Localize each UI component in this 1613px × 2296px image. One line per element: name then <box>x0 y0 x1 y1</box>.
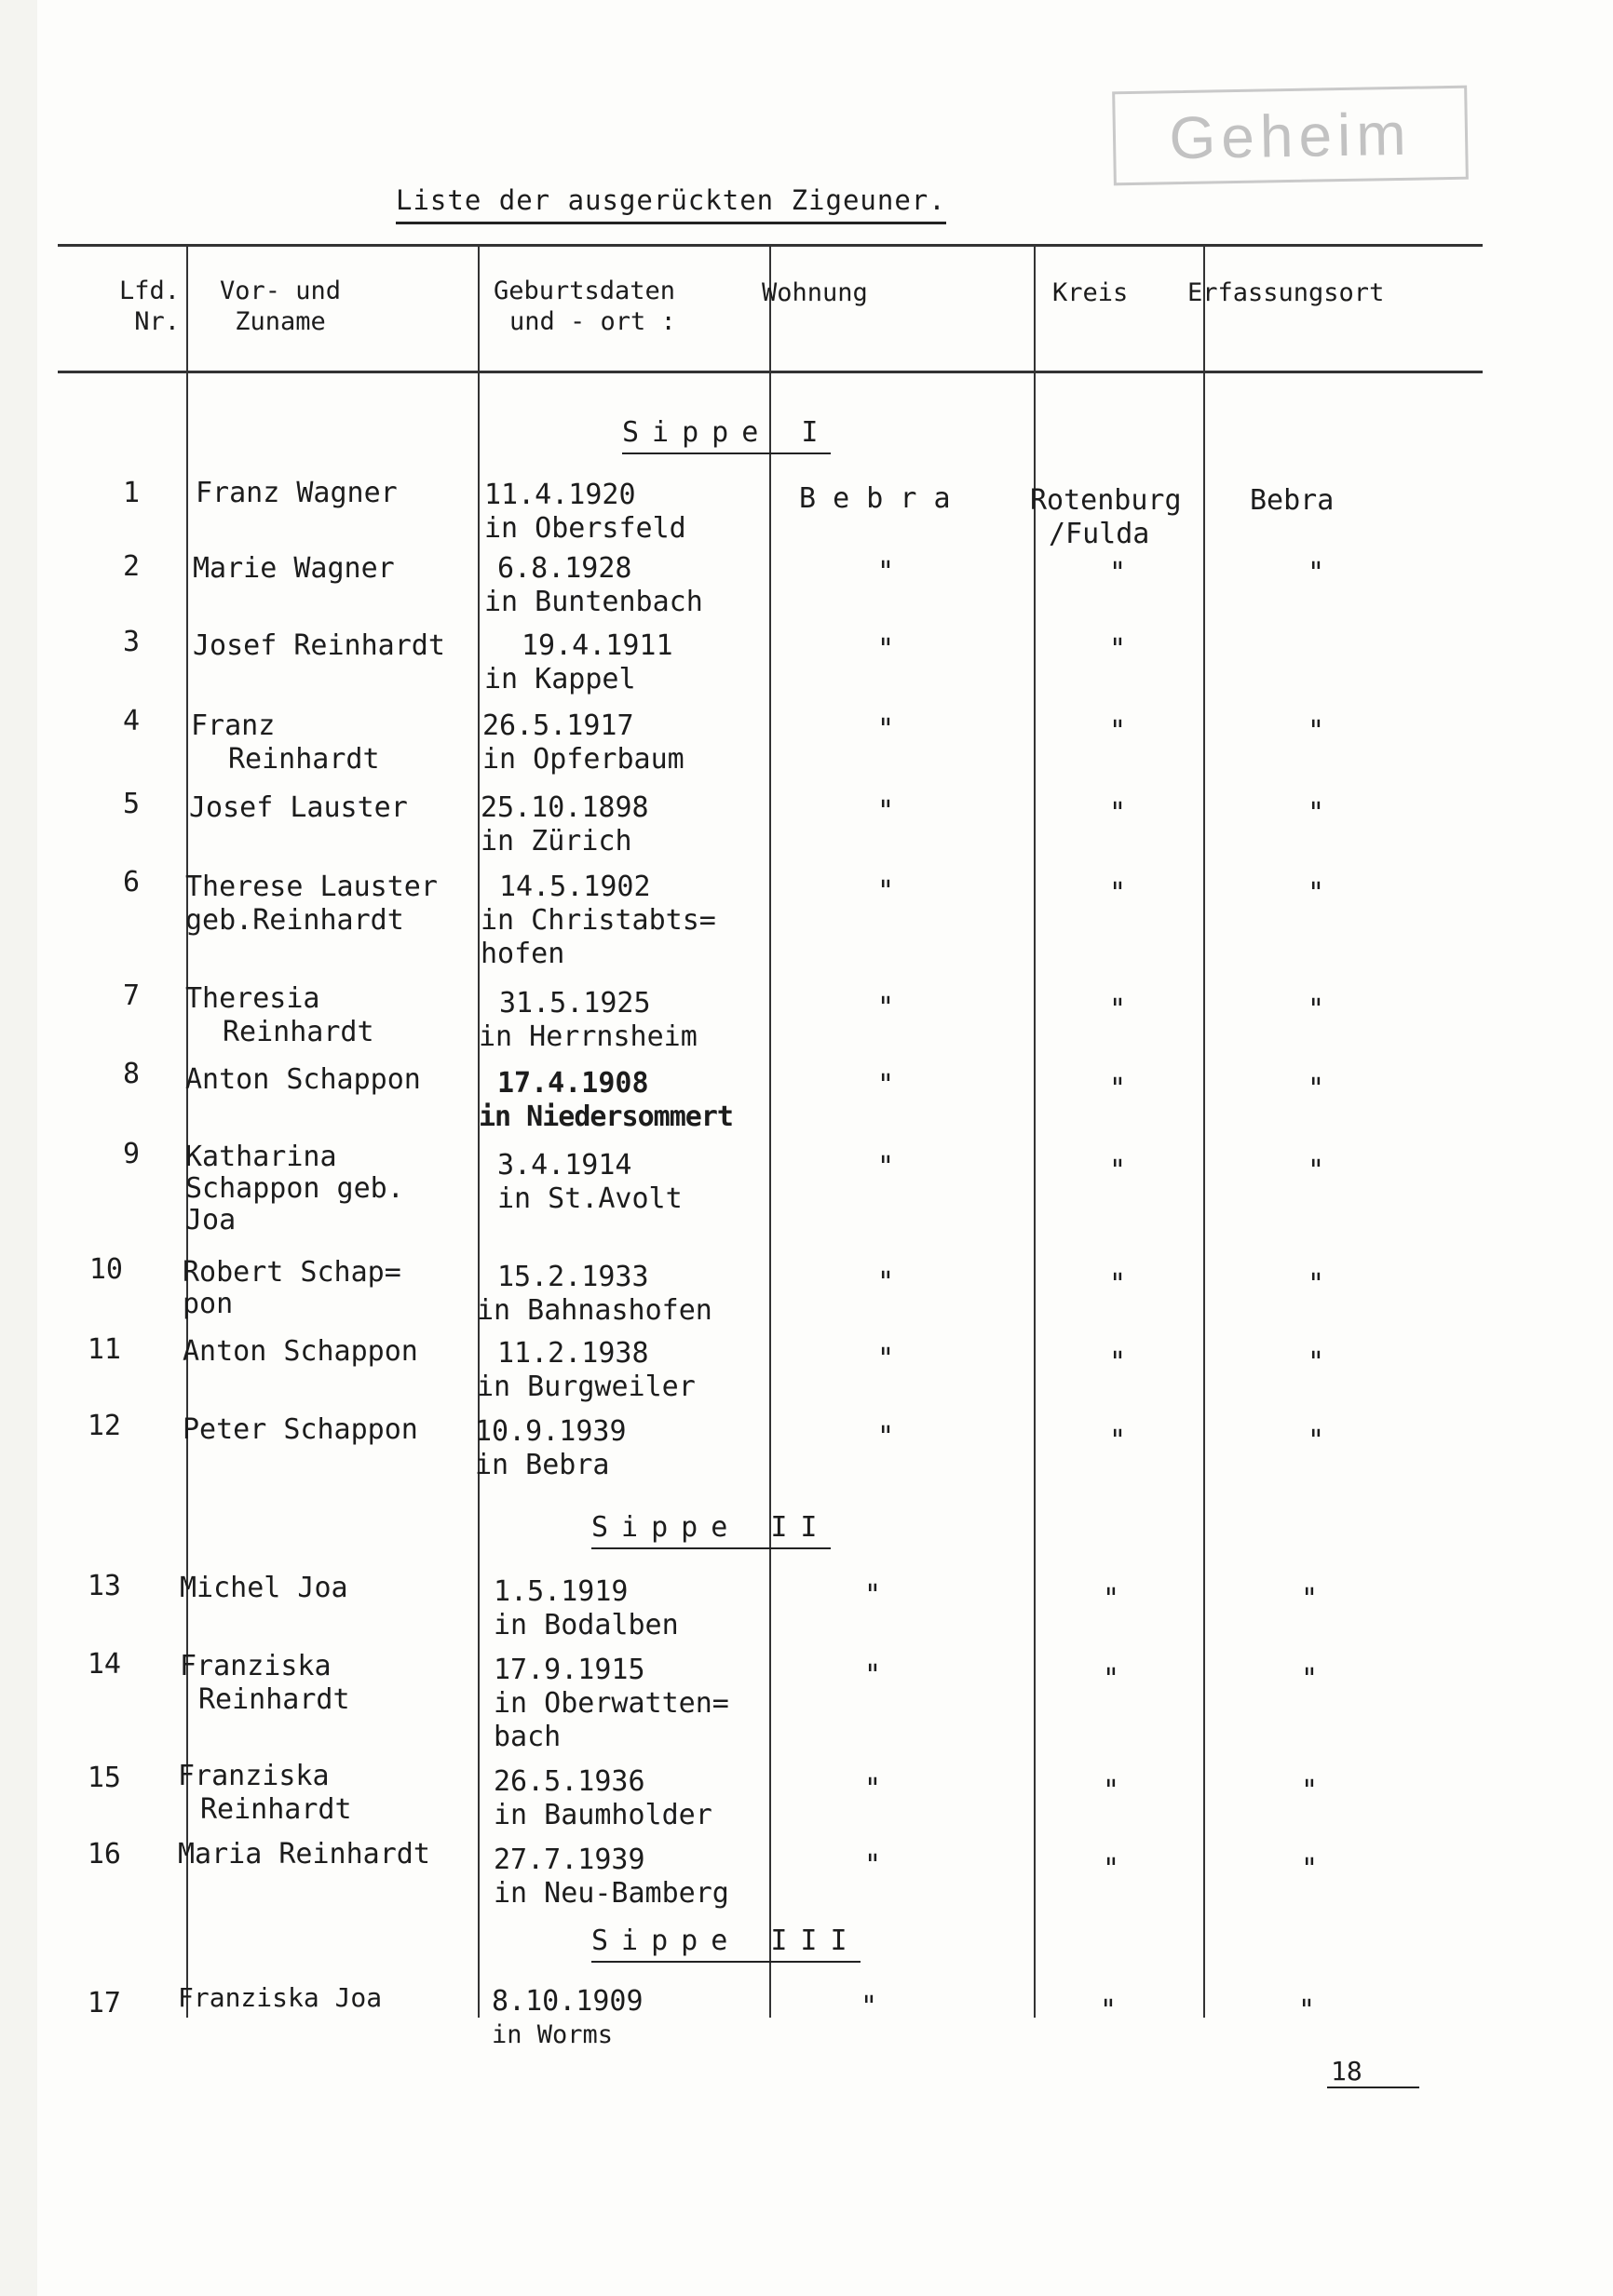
row-kreis: " <box>1108 1425 1127 1457</box>
row-erfassungsort: " <box>1307 557 1325 589</box>
row-erfassungsort: " <box>1307 1268 1325 1301</box>
row-birth: 25.10.1898 in Zürich <box>481 791 649 858</box>
row-erfassungsort: Bebra <box>1250 484 1335 517</box>
row-number: 16 <box>87 1838 121 1871</box>
row-number: 3 <box>122 626 140 658</box>
row-wohnung: " <box>876 556 895 588</box>
row-kreis: " <box>1108 797 1127 830</box>
row-number: 13 <box>87 1570 121 1602</box>
row-name: Anton Schappon <box>183 1335 418 1368</box>
row-birth: 6.8.1928 in Buntenbach <box>484 552 703 618</box>
row-wohnung: " <box>876 1266 895 1299</box>
column-rule-kreis <box>1203 244 1205 2018</box>
group-label: Sippe II <box>591 1511 831 1549</box>
row-kreis: Rotenburg /Fulda <box>1030 484 1182 550</box>
row-name: Franziska Joa <box>178 1982 383 2013</box>
group-label: Sippe III <box>591 1925 861 1963</box>
page-number: 18 <box>1327 2056 1419 2088</box>
row-birth: 11.4.1920 in Obersfeld <box>484 479 686 545</box>
row-number: 12 <box>87 1410 121 1442</box>
header-kreis: Kreis <box>1052 278 1129 307</box>
row-number: 2 <box>122 550 140 583</box>
row-birth: 3.4.1914 in St.Avolt <box>497 1149 683 1215</box>
row-name: Josef Reinhardt <box>193 629 445 662</box>
row-wohnung: " <box>876 992 895 1024</box>
row-birth: 15.2.1933 in Bahnashofen <box>477 1261 712 1327</box>
row-birth: 14.5.1902 in Christabts= hofen <box>481 871 716 970</box>
row-kreis: " <box>1108 715 1127 748</box>
row-birth: 10.9.1939 in Bebra <box>475 1415 627 1481</box>
row-wohnung: B e b r a <box>799 482 951 515</box>
row-kreis: " <box>1108 877 1127 910</box>
row-kreis: " <box>1108 1268 1127 1301</box>
header-birth: Geburtsdaten und - ort : <box>494 277 676 336</box>
row-number: 9 <box>122 1138 140 1170</box>
row-kreis: " <box>1102 1775 1120 1807</box>
row-wohnung: " <box>876 713 895 746</box>
row-birth: 31.5.1925 in Herrnsheim <box>479 987 698 1053</box>
header-wohnung: Wohnung <box>762 278 868 307</box>
row-erfassungsort: " <box>1307 1425 1325 1457</box>
row-number: 1 <box>122 477 140 509</box>
row-wohnung: " <box>863 1659 882 1692</box>
row-kreis: " <box>1108 993 1127 1026</box>
row-wohnung: " <box>876 795 895 828</box>
row-erfassungsort: " <box>1300 1663 1319 1695</box>
header-erfassungsort: Erfassungsort <box>1187 278 1385 307</box>
row-wohnung: " <box>876 1343 895 1375</box>
row-kreis: " <box>1102 1663 1120 1695</box>
row-number: 14 <box>87 1648 121 1681</box>
row-number: 7 <box>122 979 140 1012</box>
row-erfassungsort: " <box>1307 877 1325 910</box>
page-title: Liste der ausgerückten Zigeuner. <box>396 184 946 224</box>
row-erfassungsort: " <box>1300 1583 1319 1615</box>
row-birth: 8.10.1909 in Worms <box>492 1985 644 2049</box>
row-number: 4 <box>122 705 140 737</box>
row-birth: 11.2.1938 in Burgweiler <box>477 1337 696 1403</box>
row-wohnung: " <box>876 1151 895 1183</box>
row-birth: 17.4.1908 in Niedersommert <box>479 1067 733 1133</box>
row-erfassungsort: " <box>1307 1073 1325 1105</box>
header-name: Vor- und Zuname <box>220 277 342 336</box>
row-erfassungsort: " <box>1307 1346 1325 1379</box>
row-erfassungsort: " <box>1300 1853 1319 1885</box>
row-birth: 27.7.1939 in Neu-Bamberg <box>494 1844 729 1910</box>
row-number: 5 <box>122 788 140 820</box>
row-erfassungsort: " <box>1300 1775 1319 1807</box>
row-name: Franziska Reinhardt <box>180 1650 350 1716</box>
column-rule-nr <box>186 244 188 2018</box>
row-wohnung: " <box>863 1579 882 1612</box>
row-name: Katharina Schappon geb. Joa <box>185 1141 404 1236</box>
column-rule-birth <box>769 244 771 2018</box>
group-label: Sippe I <box>622 416 831 454</box>
row-name: Robert Schap= pon <box>183 1256 401 1320</box>
row-name: Therese Lauster geb.Reinhardt <box>185 871 438 937</box>
row-kreis: " <box>1108 633 1127 666</box>
row-name: Josef Lauster <box>189 791 408 824</box>
row-number: 17 <box>87 1987 121 2019</box>
row-name: Maria Reinhardt <box>178 1838 430 1871</box>
row-kreis: " <box>1108 557 1127 589</box>
row-number: 15 <box>87 1762 121 1794</box>
row-birth: 19.4.1911 in Kappel <box>484 629 673 696</box>
row-birth: 26.5.1936 in Baumholder <box>494 1765 712 1831</box>
row-erfassungsort: " <box>1307 715 1325 748</box>
row-erfassungsort: " <box>1307 797 1325 830</box>
page-edge <box>0 0 37 2296</box>
row-wohnung: " <box>876 1069 895 1101</box>
row-birth: 1.5.1919 in Bodalben <box>494 1575 679 1641</box>
row-name: Theresia Reinhardt <box>185 982 374 1048</box>
row-name: Anton Schappon <box>185 1063 421 1096</box>
row-name: Peter Schappon <box>183 1413 418 1446</box>
row-name: Marie Wagner <box>193 552 395 585</box>
row-kreis: " <box>1102 1583 1120 1615</box>
row-kreis: " <box>1108 1346 1127 1379</box>
row-wohnung: " <box>876 633 895 666</box>
row-number: 11 <box>87 1333 121 1366</box>
row-number: 8 <box>122 1058 140 1090</box>
row-kreis: " <box>1102 1853 1120 1885</box>
row-name: Michel Joa <box>180 1572 348 1604</box>
row-kreis: " <box>1108 1073 1127 1105</box>
row-number: 10 <box>88 1253 123 1286</box>
row-wohnung: " <box>863 1849 882 1882</box>
row-wohnung: " <box>876 875 895 908</box>
row-wohnung: " <box>860 1991 878 2023</box>
row-kreis: " <box>1108 1155 1127 1187</box>
row-kreis: " <box>1099 1994 1118 2027</box>
row-erfassungsort: " <box>1307 993 1325 1026</box>
header-nr: Lfd. Nr. <box>118 277 180 336</box>
row-name: Franz Reinhardt <box>191 709 380 776</box>
row-erfassungsort: " <box>1297 1994 1316 2027</box>
row-name: Franziska Reinhardt <box>178 1760 352 1826</box>
row-name: Franz Wagner <box>196 477 398 509</box>
faded-stamp: Geheim <box>1112 86 1469 186</box>
row-birth: 26.5.1917 in Opferbaum <box>482 709 685 776</box>
row-birth: 17.9.1915 in Oberwatten= bach <box>494 1654 729 1753</box>
row-wohnung: " <box>863 1773 882 1805</box>
row-number: 6 <box>122 866 140 898</box>
row-erfassungsort: " <box>1307 1155 1325 1187</box>
row-wohnung: " <box>876 1421 895 1453</box>
